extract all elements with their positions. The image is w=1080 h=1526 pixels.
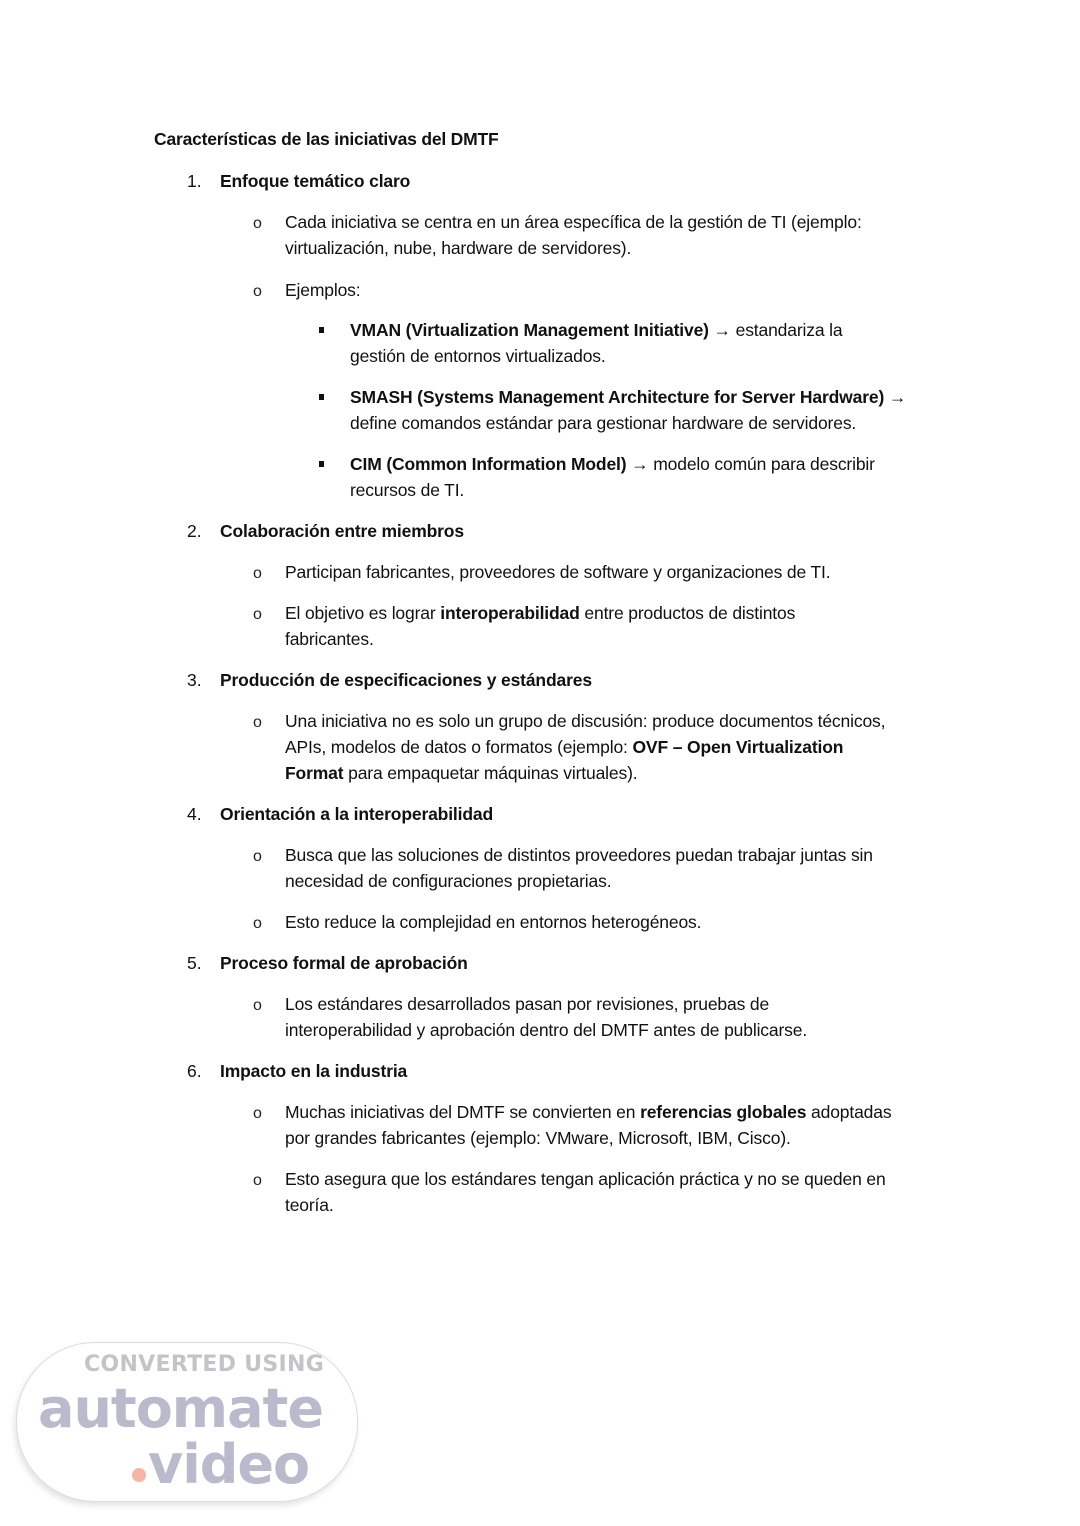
section-heading: Proceso formal de aprobación [220,953,468,973]
bold-term: SMASH (Systems Management Architecture for Server Hardware) [350,387,885,407]
item-text: El objetivo es lograr [285,603,441,623]
bold-term: VMAN (Virtualization Management Initiative) [350,320,709,340]
list-item-text: Una iniciativa no es solo un grupo de discusión: produce documentos técnicos, [285,711,886,731]
list-item-text: virtualización, nube, hardware de servidores). [285,238,632,258]
sub-list-item [350,384,906,410]
circle-bullet-icon: o [253,997,262,1014]
watermark-brand: automate [38,1377,323,1440]
list-item-text: Busca que las soluciones de distintos proveedores puedan trabajar juntas sin [285,845,873,865]
item-text: → modelo común para describir [626,454,875,474]
section-heading: Orientación a la interoperabilidad [220,804,494,824]
item-text: adoptadas [806,1102,892,1122]
sub-list-item-cont: recursos de TI. [350,480,465,500]
list-item-text: Esto reduce la complejidad en entornos heterogéneos. [285,912,702,932]
bold-term: OVF – Open Virtualization [632,737,844,757]
bold-term: CIM (Common Information Model) [350,454,627,474]
list-item-text: por grandes fabricantes (ejemplo: VMware, Microsoft, IBM, Cisco). [285,1128,791,1148]
item-text: APIs, modelos de datos o formatos (ejemplo: [285,737,633,757]
bold-term: interoperabilidad [440,603,580,623]
section-heading: Impacto en la industria [220,1061,408,1081]
square-bullet-icon [319,394,324,400]
section-number: 5. [187,953,202,973]
list-item-text: Los estándares desarrollados pasan por revisiones, pruebas de [285,994,770,1014]
circle-bullet-icon: o [253,915,262,932]
list-item-text: Participan fabricantes, proveedores de software y organizaciones de TI. [285,562,831,582]
circle-bullet-icon: o [253,215,262,232]
document-title: Características de las iniciativas del DMTF [154,129,499,149]
list-item-text [285,1099,891,1125]
watermark-caption: CONVERTED USING [84,1352,325,1377]
section-number: 1. [187,171,202,191]
circle-bullet-icon: o [253,565,262,582]
item-text: → [884,387,907,407]
circle-bullet-icon: o [253,1105,262,1122]
list-item-text: Esto asegura que los estándares tengan aplicación práctica y no se queden en [285,1169,886,1189]
list-item-text: teoría. [285,1195,334,1215]
item-text: para empaquetar máquinas virtuales). [343,763,638,783]
section-number: 2. [187,521,202,541]
list-item-text: Cada iniciativa se centra en un área específica de la gestión de TI (ejemplo: [285,212,862,232]
section-number: 6. [187,1061,202,1081]
section-number: 3. [187,670,202,690]
section-heading: Enfoque temático claro [220,171,411,191]
item-text: → estandariza la [708,320,843,340]
circle-bullet-icon: o [253,283,262,300]
list-item-text [285,734,843,760]
sub-list-item [350,317,842,343]
bold-term: referencias globales [640,1102,807,1122]
watermark-dot-icon [132,1468,146,1482]
sub-list-item [350,451,875,477]
list-item-text: Ejemplos: [285,280,361,300]
list-item-text: fabricantes. [285,629,374,649]
list-item-text [285,760,637,786]
circle-bullet-icon: o [253,714,262,731]
list-item-text [285,600,795,626]
item-text: entre productos de distintos [579,603,796,623]
square-bullet-icon [319,327,324,333]
list-item-text: interoperabilidad y aprobación dentro del DMTF antes de publicarse. [285,1020,808,1040]
sub-list-item-cont: gestión de entornos virtualizados. [350,346,606,366]
bold-term: Format [285,763,344,783]
watermark-brand-suffix: video [148,1433,310,1496]
square-bullet-icon [319,461,324,467]
circle-bullet-icon: o [253,606,262,623]
section-heading: Colaboración entre miembros [220,521,464,541]
sub-list-item-cont: define comandos estándar para gestionar hardware de servidores. [350,413,857,433]
item-text: Muchas iniciativas del DMTF se convierten en [285,1102,641,1122]
section-heading: Producción de especificaciones y estándares [220,670,592,690]
circle-bullet-icon: o [253,848,262,865]
section-number: 4. [187,804,202,824]
list-item-text: necesidad de configuraciones propietarias. [285,871,612,891]
circle-bullet-icon: o [253,1172,262,1189]
